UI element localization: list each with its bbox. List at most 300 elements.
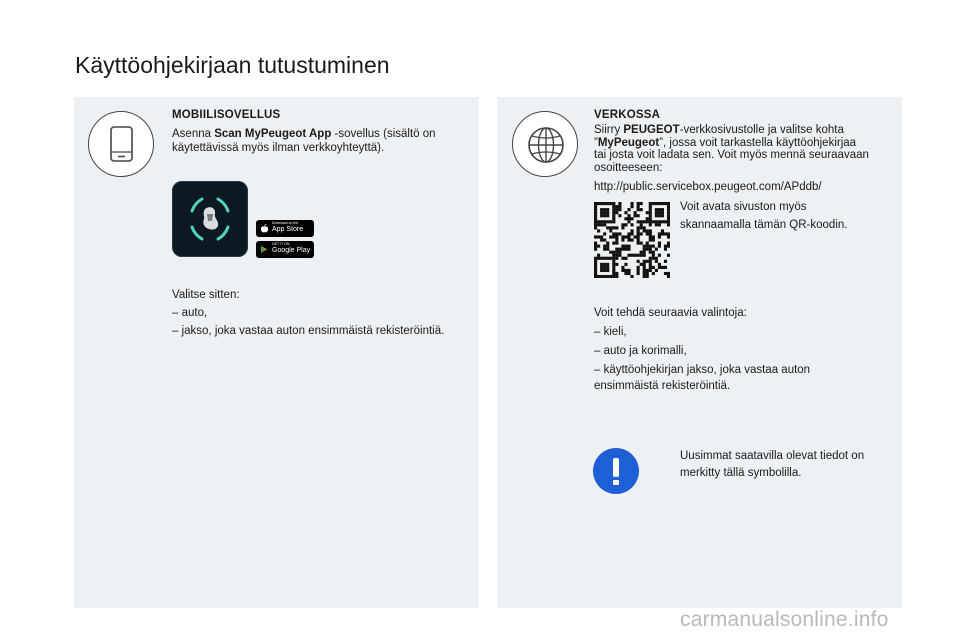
- qr-module: [655, 223, 658, 226]
- qr-module: [615, 251, 618, 254]
- apple-icon: [260, 224, 269, 233]
- qr-module: [621, 257, 624, 260]
- qr-module: [615, 211, 618, 214]
- qr-module: [646, 211, 649, 214]
- instr-text-line4: osoitteeseen:: [594, 161, 663, 174]
- qr-module: [609, 202, 612, 205]
- qr-module: [643, 266, 646, 269]
- qr-module: [615, 242, 618, 245]
- qr-module: [652, 272, 655, 275]
- qr-module: [652, 220, 655, 223]
- qr-module: [603, 211, 606, 214]
- qr-code-image: [594, 202, 670, 278]
- qr-module: [603, 220, 606, 223]
- google-play-badge[interactable]: [256, 241, 314, 258]
- qr-module: [600, 275, 603, 278]
- qr-module: [621, 266, 624, 269]
- qr-module: [612, 272, 615, 275]
- qr-module: [600, 238, 603, 241]
- qr-module: [652, 202, 655, 205]
- qr-module: [646, 232, 649, 235]
- servicebox-url[interactable]: http://public.servicebox.peugeot.com/APddb/: [594, 181, 822, 193]
- qr-module: [646, 269, 649, 272]
- quote-open: ”: [594, 136, 598, 149]
- qr-module: [667, 202, 670, 205]
- qr-module: [600, 220, 603, 223]
- qr-code: [594, 202, 670, 278]
- qr-module: [600, 235, 603, 238]
- qr-module: [600, 211, 603, 214]
- qr-module: [618, 248, 621, 251]
- qr-module: [646, 248, 649, 251]
- qr-module: [667, 220, 670, 223]
- qr-module: [652, 245, 655, 248]
- qr-module: [606, 220, 609, 223]
- qr-module: [612, 232, 615, 235]
- qr-module: [627, 248, 630, 251]
- qr-module: [612, 269, 615, 272]
- qr-module: [667, 232, 670, 235]
- qr-module: [606, 275, 609, 278]
- qr-module: [600, 223, 603, 226]
- qr-module: [667, 211, 670, 214]
- qr-module: [637, 242, 640, 245]
- qr-module: [624, 272, 627, 275]
- qr-module: [603, 263, 606, 266]
- qr-module: [594, 217, 597, 220]
- qr-module: [621, 269, 624, 272]
- qr-module: [594, 208, 597, 211]
- qr-module: [646, 245, 649, 248]
- qr-module: [661, 202, 664, 205]
- qr-module: [627, 208, 630, 211]
- qr-module: [627, 245, 630, 248]
- qr-module: [621, 248, 624, 251]
- qr-module: [649, 205, 652, 208]
- qr-module: [615, 238, 618, 241]
- qr-module: [637, 229, 640, 232]
- qr-module: [637, 202, 640, 205]
- qr-module: [612, 275, 615, 278]
- qr-module: [652, 257, 655, 260]
- qr-module: [640, 251, 643, 254]
- qr-module: [618, 254, 621, 257]
- qr-module: [649, 238, 652, 241]
- qr-module: [600, 257, 603, 260]
- qr-module: [594, 275, 597, 278]
- qr-module: [640, 202, 643, 205]
- qr-module: [594, 263, 597, 266]
- choices-label: Voit tehdä seuraavia valintoja:: [594, 307, 747, 319]
- qr-module: [637, 266, 640, 269]
- qr-module: [640, 223, 643, 226]
- qr-module: [643, 275, 646, 278]
- qr-module: [603, 238, 606, 241]
- qr-module: [597, 202, 600, 205]
- qr-module: [630, 217, 633, 220]
- qr-module: [612, 263, 615, 266]
- qr-module: [612, 208, 615, 211]
- qr-module: [640, 220, 643, 223]
- qr-module: [627, 235, 630, 238]
- qr-module: [615, 232, 618, 235]
- brand-name: PEUGEOT: [623, 124, 680, 136]
- qr-module: [649, 266, 652, 269]
- qr-module: [630, 202, 633, 205]
- qr-module: [594, 211, 597, 214]
- instr-text-line3: tai josta voit ladata sen. Voit myös mennä seuraavaan: [594, 149, 869, 161]
- qr-module: [649, 248, 652, 251]
- notice-text-2: merkitty tällä symbolilla.: [680, 467, 802, 479]
- qr-module: [649, 257, 652, 260]
- qr-module: [652, 254, 655, 257]
- qr-module: [649, 232, 652, 235]
- qr-module: [655, 248, 658, 251]
- qr-module: [594, 202, 597, 205]
- qr-module: [624, 217, 627, 220]
- qr-module: [643, 245, 646, 248]
- qr-module: [618, 205, 621, 208]
- qr-module: [646, 229, 649, 232]
- qr-module: [615, 208, 618, 211]
- qr-module: [655, 269, 658, 272]
- qr-module: [609, 251, 612, 254]
- qr-module: [597, 220, 600, 223]
- qr-module: [603, 214, 606, 217]
- qr-module: [600, 269, 603, 272]
- qr-module: [640, 208, 643, 211]
- qr-module: [609, 275, 612, 278]
- exclamation-icon: [593, 448, 639, 494]
- qr-module: [612, 251, 615, 254]
- qr-module: [664, 232, 667, 235]
- qr-module: [637, 254, 640, 257]
- qr-module: [667, 242, 670, 245]
- qr-module: [655, 211, 658, 214]
- qr-module: [615, 275, 618, 278]
- choice-language: – kieli,: [594, 326, 627, 338]
- qr-module: [615, 257, 618, 260]
- qr-module: [624, 248, 627, 251]
- qr-module: [658, 232, 661, 235]
- qr-module: [627, 238, 630, 241]
- qr-module: [603, 266, 606, 269]
- mobile-app-intro: [172, 127, 472, 155]
- qr-module: [661, 208, 664, 211]
- qr-module: [621, 226, 624, 229]
- qr-module: [667, 272, 670, 275]
- qr-module: [664, 202, 667, 205]
- qr-module: [658, 202, 661, 205]
- intro-text-cont: -sovellus (sisältö on: [331, 128, 436, 140]
- qr-module: [606, 269, 609, 272]
- qr-module: [658, 245, 661, 248]
- qr-module: [597, 275, 600, 278]
- qr-module: [637, 220, 640, 223]
- qr-text-2: skannaamalla tämän QR-koodin.: [680, 219, 848, 231]
- qr-module: [594, 205, 597, 208]
- qr-module: [615, 205, 618, 208]
- qr-module: [637, 260, 640, 263]
- qr-module: [606, 242, 609, 245]
- qr-module: [630, 223, 633, 226]
- watermark: carmanualsonline.info: [680, 608, 889, 631]
- qr-module: [637, 269, 640, 272]
- qr-module: [667, 223, 670, 226]
- qr-module: [612, 257, 615, 260]
- qr-module: [643, 226, 646, 229]
- qr-module: [606, 248, 609, 251]
- qr-module: [643, 248, 646, 251]
- qr-module: [630, 229, 633, 232]
- mypeugeot-name: MyPeugeot: [597, 136, 660, 149]
- qr-module: [649, 229, 652, 232]
- qr-module: [643, 251, 646, 254]
- qr-module: [667, 275, 670, 278]
- qr-module: [658, 254, 661, 257]
- qr-module: [637, 232, 640, 235]
- qr-module: [637, 272, 640, 275]
- select-label: Valitse sitten:: [172, 289, 240, 301]
- qr-module: [649, 211, 652, 214]
- qr-module: [649, 202, 652, 205]
- qr-module: [609, 257, 612, 260]
- qr-module: [609, 226, 612, 229]
- qr-module: [627, 272, 630, 275]
- qr-module: [606, 266, 609, 269]
- qr-module: [615, 272, 618, 275]
- qr-module: [618, 202, 621, 205]
- qr-module: [615, 235, 618, 238]
- qr-module: [637, 235, 640, 238]
- qr-module: [594, 245, 597, 248]
- qr-module: [606, 257, 609, 260]
- qr-module: [594, 269, 597, 272]
- online-instructions: [594, 124, 894, 174]
- qr-module: [643, 220, 646, 223]
- instr-text: Siirry: [594, 124, 624, 136]
- qr-module: [609, 220, 612, 223]
- qr-module: [618, 208, 621, 211]
- qr-module: [658, 211, 661, 214]
- qr-module: [649, 214, 652, 217]
- qr-module: [603, 208, 606, 211]
- qr-module: [600, 214, 603, 217]
- qr-module: [612, 220, 615, 223]
- select-item-period: – jakso, joka vastaa auton ensimmäistä rekisteröintiä.: [172, 325, 445, 337]
- exclamation-dot: [613, 480, 619, 485]
- qr-module: [658, 223, 661, 226]
- qr-module: [612, 242, 615, 245]
- qr-module: [643, 263, 646, 266]
- smartphone-icon: [88, 111, 154, 177]
- qr-module: [661, 266, 664, 269]
- qr-module: [652, 266, 655, 269]
- qr-module: [627, 269, 630, 272]
- qr-module: [667, 205, 670, 208]
- qr-module: [667, 245, 670, 248]
- qr-module: [655, 202, 658, 205]
- qr-module: [646, 220, 649, 223]
- qr-module: [667, 235, 670, 238]
- qr-module: [664, 272, 667, 275]
- qr-module: [612, 214, 615, 217]
- qr-module: [624, 223, 627, 226]
- qr-module: [612, 235, 615, 238]
- google-play-small-text: GET IT ON: [272, 242, 290, 246]
- intro-text: Asenna: [172, 128, 215, 140]
- qr-module: [627, 217, 630, 220]
- page-title: Käyttöohjekirjaan tutustuminen: [75, 52, 390, 78]
- select-item-car: – auto,: [172, 307, 208, 319]
- qr-module: [634, 211, 637, 214]
- qr-module: [649, 208, 652, 211]
- choice-car-body: – auto ja korimalli,: [594, 345, 687, 357]
- qr-module: [649, 235, 652, 238]
- qr-module: [627, 220, 630, 223]
- qr-module: [637, 208, 640, 211]
- qr-module: [618, 214, 621, 217]
- mobile-app-heading: MOBIILISOVELLUS: [172, 109, 281, 121]
- qr-module: [649, 223, 652, 226]
- qr-module: [664, 248, 667, 251]
- qr-module: [630, 275, 633, 278]
- qr-module: [597, 223, 600, 226]
- qr-module: [640, 263, 643, 266]
- qr-module: [624, 263, 627, 266]
- qr-module: [621, 245, 624, 248]
- qr-module: [615, 263, 618, 266]
- qr-module: [594, 260, 597, 263]
- qr-module: [624, 235, 627, 238]
- qr-module: [661, 229, 664, 232]
- qr-module: [606, 263, 609, 266]
- qr-module: [597, 245, 600, 248]
- qr-module: [615, 226, 618, 229]
- qr-module: [630, 238, 633, 241]
- exclamation-bar: [613, 458, 619, 477]
- qr-module: [627, 214, 630, 217]
- qr-module: [658, 235, 661, 238]
- qr-module: [667, 214, 670, 217]
- qr-module: [603, 232, 606, 235]
- qr-module: [600, 266, 603, 269]
- qr-module: [630, 254, 633, 257]
- qr-module: [661, 211, 664, 214]
- qr-module: [621, 235, 624, 238]
- qr-module: [594, 214, 597, 217]
- google-play-label: Google Play: [272, 247, 311, 254]
- qr-module: [643, 269, 646, 272]
- app-store-label: App Store: [272, 226, 304, 233]
- qr-module: [600, 202, 603, 205]
- qr-module: [594, 235, 597, 238]
- qr-module: [667, 217, 670, 220]
- qr-module: [658, 263, 661, 266]
- qr-module: [640, 226, 643, 229]
- qr-module: [594, 242, 597, 245]
- qr-module: [661, 214, 664, 217]
- qr-module: [649, 263, 652, 266]
- qr-module: [630, 205, 633, 208]
- qr-module: [658, 242, 661, 245]
- qr-module: [612, 266, 615, 269]
- qr-module: [649, 220, 652, 223]
- qr-module: [649, 217, 652, 220]
- qr-module: [600, 263, 603, 266]
- globe-icon: [512, 111, 578, 177]
- qr-module: [649, 260, 652, 263]
- qr-module: [655, 260, 658, 263]
- qr-module: [603, 269, 606, 272]
- qr-module: [594, 220, 597, 223]
- qr-module: [594, 248, 597, 251]
- qr-module: [612, 260, 615, 263]
- qr-module: [612, 254, 615, 257]
- qr-module: [612, 226, 615, 229]
- app-store-small-text: Download on the: [272, 221, 299, 225]
- qr-module: [652, 238, 655, 241]
- qr-module: [597, 254, 600, 257]
- qr-module: [624, 269, 627, 272]
- qr-module: [646, 217, 649, 220]
- qr-module: [606, 208, 609, 211]
- qr-module: [637, 238, 640, 241]
- notice-text-1: Uusimmat saatavilla olevat tiedot on: [680, 450, 865, 462]
- qr-module: [600, 208, 603, 211]
- qr-module: [637, 214, 640, 217]
- qr-module: [646, 275, 649, 278]
- qr-module: [640, 254, 643, 257]
- qr-module: [649, 269, 652, 272]
- qr-module: [646, 272, 649, 275]
- qr-module: [664, 220, 667, 223]
- qr-module: [624, 257, 627, 260]
- qr-module: [603, 275, 606, 278]
- qr-module: [655, 220, 658, 223]
- qr-module: [640, 242, 643, 245]
- qr-module: [594, 223, 597, 226]
- choice-manual-period-cont: ensimmäistä rekisteröintiä.: [594, 380, 731, 392]
- qr-module: [594, 266, 597, 269]
- scan-mypeugeot-app-icon[interactable]: [172, 181, 248, 257]
- qr-module: [655, 257, 658, 260]
- qr-module: [667, 254, 670, 257]
- intro-text-line2: käytettävissä myös ilman verkkoyhteyttä).: [172, 142, 385, 154]
- qr-module: [664, 266, 667, 269]
- qr-module: [612, 202, 615, 205]
- qr-module: [609, 235, 612, 238]
- instr-text-line2: ”, jossa voit tarkastella käyttöohjekirjaa: [659, 136, 857, 149]
- qr-module: [667, 208, 670, 211]
- qr-module: [612, 217, 615, 220]
- qr-module: [597, 229, 600, 232]
- instr-text-cont: -verkkosivustolle ja valitse kohta: [679, 124, 844, 136]
- qr-module: [658, 220, 661, 223]
- qr-module: [637, 226, 640, 229]
- qr-module: [649, 251, 652, 254]
- qr-module: [649, 245, 652, 248]
- qr-module: [627, 254, 630, 257]
- google-play-icon: [260, 245, 269, 254]
- qr-module: [652, 251, 655, 254]
- qr-module: [615, 248, 618, 251]
- qr-module: [652, 235, 655, 238]
- qr-module: [618, 251, 621, 254]
- qr-module: [615, 254, 618, 257]
- qr-module: [643, 229, 646, 232]
- app-store-badge[interactable]: [256, 220, 314, 237]
